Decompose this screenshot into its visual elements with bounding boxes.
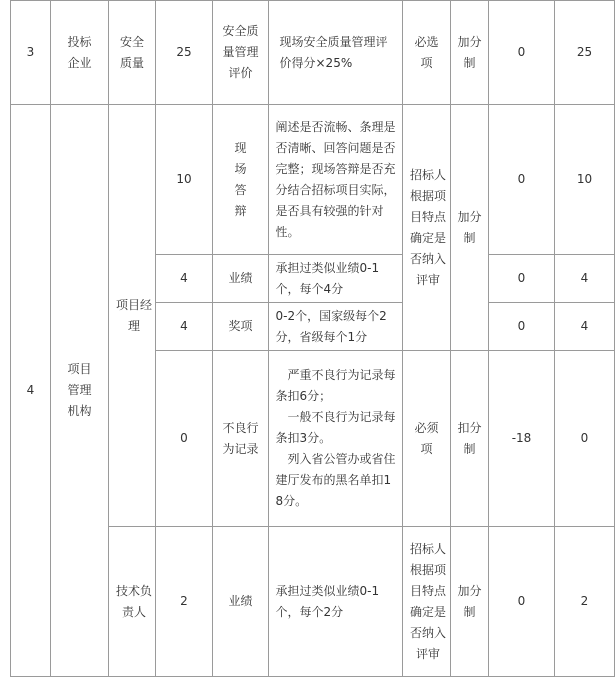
sub-item-cell: 现场答辩 <box>213 105 269 255</box>
min-score-cell: 0 <box>489 255 555 303</box>
max-score-cell: 0 <box>555 351 615 527</box>
criteria-cell: 承担过类似业绩0-1个，每个2分 <box>269 527 403 677</box>
item-cell: 安全质量 <box>109 1 156 105</box>
max-score-cell: 25 <box>555 1 615 105</box>
method-cell: 扣分制 <box>451 351 489 527</box>
score-cell: 10 <box>156 105 213 255</box>
max-score-cell: 4 <box>555 303 615 351</box>
min-score-cell: 0 <box>489 303 555 351</box>
required-cell: 必须项 <box>403 351 451 527</box>
table-row <box>11 105 615 255</box>
max-score-cell: 10 <box>555 105 615 255</box>
item-cell-pm: 项目经理 <box>109 105 156 527</box>
required-cell: 招标人根据项目特点确定是否纳入评审 <box>403 105 451 351</box>
sub-item-cell: 业绩 <box>213 527 269 677</box>
criteria-cell: 阐述是否流畅、条理是否清晰、回答问题是否完整；现场答辩是否充分结合招标项目实际，是否具有较强的针对性。 <box>269 105 403 255</box>
sub-item-cell: 不良行为记录 <box>213 351 269 527</box>
sub-item-cell: 业绩 <box>213 255 269 303</box>
score-cell: 0 <box>156 351 213 527</box>
category-cell: 投标企业 <box>51 1 109 105</box>
required-cell: 招标人根据项目特点确定是否纳入评审 <box>403 527 451 677</box>
row-number: 3 <box>11 1 51 105</box>
sub-item-cell: 奖项 <box>213 303 269 351</box>
score-cell: 4 <box>156 255 213 303</box>
min-score-cell: 0 <box>489 1 555 105</box>
min-score-cell: 0 <box>489 527 555 677</box>
score-cell: 2 <box>156 527 213 677</box>
min-score-cell: -18 <box>489 351 555 527</box>
min-score-cell: 0 <box>489 105 555 255</box>
method-cell: 加分制 <box>451 527 489 677</box>
required-cell: 必选项 <box>403 1 451 105</box>
method-cell: 加分制 <box>451 1 489 105</box>
criteria-cell: 承担过类似业绩0-1个，每个4分 <box>269 255 403 303</box>
max-score-cell: 2 <box>555 527 615 677</box>
criteria-cell: 现场安全质量管理评价得分×25% <box>269 1 403 105</box>
max-score-cell: 4 <box>555 255 615 303</box>
criteria-cell: 0-2个，国家级每个2分，省级每个1分 <box>269 303 403 351</box>
row-number: 4 <box>11 105 51 677</box>
method-cell: 加分制 <box>451 105 489 351</box>
scoring-table <box>10 0 615 677</box>
criteria-cell: 严重不良行为记录每条扣6分； 一般不良行为记录每条扣3分。 列入省公管办或省住建厅发布的黑名单扣18分。 <box>269 351 403 527</box>
score-cell: 4 <box>156 303 213 351</box>
category-cell: 项目管理机构 <box>51 105 109 677</box>
item-cell-tech: 技术负责人 <box>109 527 156 677</box>
sub-item-cell: 安全质量管理评价 <box>213 1 269 105</box>
table-row <box>11 1 615 105</box>
score-cell: 25 <box>156 1 213 105</box>
